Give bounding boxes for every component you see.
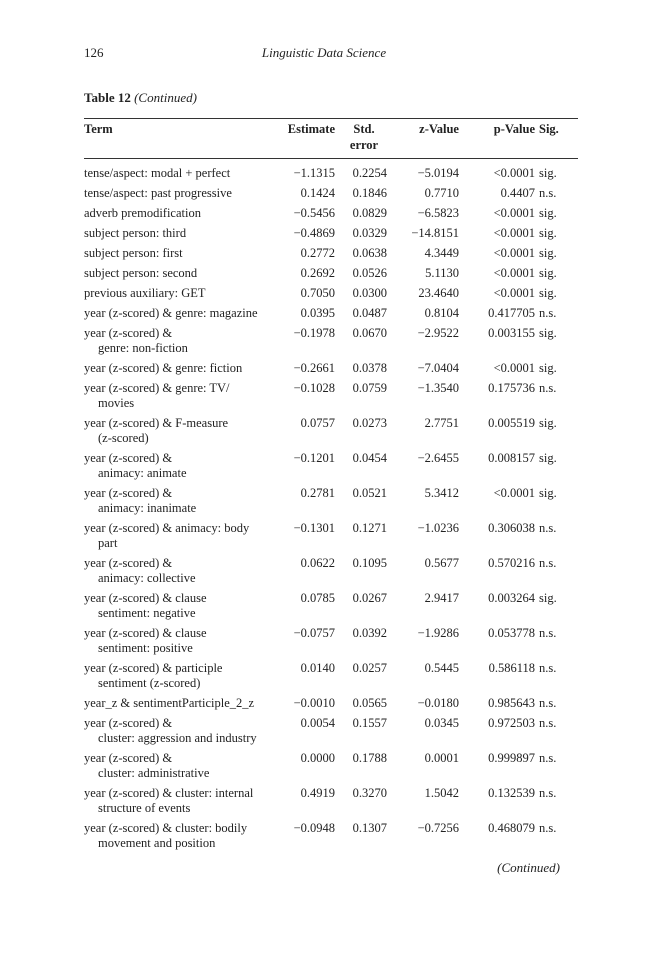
cell-p-value: 0.008157 [488, 451, 535, 465]
cell-term-line2: animacy: animate [98, 466, 187, 480]
cell-p-value: 0.417705 [488, 306, 535, 320]
col-header-sig: Sig. [539, 122, 559, 136]
cell-sig: sig. [539, 166, 557, 180]
cell-std-error: 0.0378 [352, 361, 387, 375]
cell-std-error: 0.0300 [352, 286, 387, 300]
cell-std-error: 0.3270 [352, 786, 387, 800]
cell-std-error: 0.0759 [352, 381, 387, 395]
cell-std-error: 0.0329 [352, 226, 387, 240]
table-row [84, 556, 582, 591]
cell-term [84, 166, 280, 186]
table-row [84, 286, 582, 306]
cell-p-value: 0.003155 [488, 326, 535, 340]
cell-term [84, 821, 280, 856]
cell-estimate: −0.2661 [293, 361, 335, 375]
table-caption-note: (Continued) [134, 90, 197, 105]
cell-std-error: 0.2254 [352, 166, 387, 180]
cell-p-value: 0.053778 [488, 626, 535, 640]
cell-sig: n.s. [539, 556, 557, 570]
cell-std-error: 0.0521 [352, 486, 387, 500]
cell-term-line1: subject person: third [84, 226, 187, 240]
cell-estimate: −0.5456 [293, 206, 335, 220]
cell-sig: n.s. [539, 821, 557, 835]
cell-estimate: 0.0622 [300, 556, 335, 570]
cell-term-line2: cluster: administrative [98, 766, 210, 780]
table-row [84, 186, 582, 206]
cell-estimate: −0.1201 [293, 451, 335, 465]
cell-estimate: 0.0000 [300, 751, 335, 765]
cell-std-error: 0.1788 [352, 751, 387, 765]
cell-term-line2: genre: non-fiction [98, 341, 188, 355]
cell-estimate: −0.1978 [293, 326, 335, 340]
cell-z-value: −1.9286 [417, 626, 459, 640]
cell-z-value: −0.7256 [417, 821, 459, 835]
cell-estimate: 0.0785 [300, 591, 335, 605]
cell-term-line2: structure of events [98, 801, 191, 815]
cell-term [84, 716, 280, 751]
table-spacer [84, 158, 582, 166]
cell-p-value: <0.0001 [493, 286, 535, 300]
cell-sig: n.s. [539, 716, 557, 730]
table-body [84, 158, 582, 856]
cell-p-value: <0.0001 [493, 361, 535, 375]
cell-term [84, 246, 280, 266]
cell-sig: n.s. [539, 751, 557, 765]
cell-z-value: 1.5042 [424, 786, 459, 800]
cell-estimate: −1.1315 [293, 166, 335, 180]
table-row [84, 166, 582, 186]
cell-std-error: 0.1271 [352, 521, 387, 535]
cell-z-value: 0.5445 [424, 661, 459, 675]
cell-p-value: <0.0001 [493, 226, 535, 240]
cell-term-line1: subject person: second [84, 266, 198, 280]
table-row [84, 361, 582, 381]
cell-sig: sig. [539, 286, 557, 300]
cell-p-value: 0.999897 [488, 751, 535, 765]
cell-sig: sig. [539, 361, 557, 375]
cell-sig: sig. [539, 246, 557, 260]
cell-term-line1: year (z-scored) & [84, 451, 173, 465]
cell-z-value: −1.0236 [417, 521, 459, 535]
cell-std-error: 0.1557 [352, 716, 387, 730]
cell-std-error: 0.0526 [352, 266, 387, 280]
cell-std-error: 0.0487 [352, 306, 387, 320]
table-header-row [84, 121, 582, 158]
cell-estimate: 0.2692 [300, 266, 335, 280]
table-caption [84, 90, 197, 106]
cell-sig: sig. [539, 486, 557, 500]
col-header-z-value: z-Value [419, 122, 459, 136]
cell-term-line1: subject person: first [84, 246, 183, 260]
cell-term [84, 486, 280, 521]
cell-sig: n.s. [539, 696, 557, 710]
cell-std-error: 0.0670 [352, 326, 387, 340]
cell-term-line1: year (z-scored) & genre: magazine [84, 306, 258, 320]
cell-sig: n.s. [539, 381, 557, 395]
cell-term-line2: part [98, 536, 118, 550]
cell-z-value: −1.3540 [417, 381, 459, 395]
cell-z-value: 2.9417 [424, 591, 459, 605]
cell-z-value: 5.3412 [424, 486, 459, 500]
cell-estimate: 0.2772 [300, 246, 335, 260]
table-top-rule [84, 118, 578, 119]
cell-estimate: 0.0054 [300, 716, 335, 730]
col-header-std-error [335, 121, 393, 158]
cell-sig: sig. [539, 266, 557, 280]
page-header [84, 45, 564, 63]
page-number: 126 [84, 45, 104, 60]
table-row [84, 451, 582, 486]
table-row [84, 206, 582, 226]
cell-term-line1: year (z-scored) & cluster: internal [84, 786, 254, 800]
cell-std-error: 0.0392 [352, 626, 387, 640]
cell-z-value: −6.5823 [417, 206, 459, 220]
cell-sig: sig. [539, 416, 557, 430]
table-row [84, 226, 582, 246]
cell-p-value: 0.972503 [488, 716, 535, 730]
cell-z-value: 23.4640 [418, 286, 459, 300]
cell-term-line1: year (z-scored) & F-measure [84, 416, 229, 430]
cell-term-line2: cluster: aggression and industry [98, 731, 257, 745]
cell-term [84, 206, 280, 226]
cell-term [84, 521, 280, 556]
cell-term-line1: adverb premodification [84, 206, 201, 220]
cell-term-line2: animacy: collective [98, 571, 196, 585]
cell-z-value: −14.8151 [411, 226, 459, 240]
cell-p-value: <0.0001 [493, 266, 535, 280]
cell-sig: n.s. [539, 661, 557, 675]
cell-estimate: 0.1424 [300, 186, 335, 200]
table-row [84, 486, 582, 521]
cell-z-value: 5.1130 [425, 266, 459, 280]
cell-std-error: 0.0257 [352, 661, 387, 675]
cell-std-error: 0.0454 [352, 451, 387, 465]
cell-term-line2: movement and position [98, 836, 216, 850]
cell-std-error: 0.0638 [352, 246, 387, 260]
cell-p-value: <0.0001 [493, 206, 535, 220]
col-header-std-error-line1: Std. [353, 122, 375, 136]
cell-term-line1: year (z-scored) & animacy: body [84, 521, 250, 535]
cell-p-value: 0.003264 [488, 591, 535, 605]
cell-term-line1: year (z-scored) & [84, 556, 173, 570]
cell-term-line2: movies [98, 396, 135, 410]
cell-p-value: 0.306038 [488, 521, 535, 535]
cell-term [84, 326, 280, 361]
cell-estimate: −0.1301 [293, 521, 335, 535]
cell-term [84, 286, 280, 306]
cell-term-line1: previous auxiliary: GET [84, 286, 206, 300]
cell-term-line1: year (z-scored) & [84, 751, 173, 765]
cell-sig: n.s. [539, 186, 557, 200]
cell-sig: sig. [539, 326, 557, 340]
table-row [84, 661, 582, 696]
cell-std-error: 0.0565 [352, 696, 387, 710]
cell-term-line1: year (z-scored) & clause [84, 626, 207, 640]
cell-sig: n.s. [539, 626, 557, 640]
cell-term-line1: year (z-scored) & cluster: bodily [84, 821, 248, 835]
cell-sig: n.s. [539, 786, 557, 800]
cell-term [84, 416, 280, 451]
col-header-p-value: p-Value [493, 122, 535, 136]
cell-estimate: 0.2781 [300, 486, 335, 500]
cell-std-error: 0.0273 [352, 416, 387, 430]
cell-z-value: 0.8104 [424, 306, 459, 320]
cell-term-line2: sentiment (z-scored) [98, 676, 201, 690]
cell-term [84, 751, 280, 786]
cell-term [84, 306, 280, 326]
table-row [84, 821, 582, 856]
cell-std-error: 0.0829 [352, 206, 387, 220]
cell-term-line1: tense/aspect: modal + perfect [84, 166, 231, 180]
cell-term-line2: animacy: inanimate [98, 501, 197, 515]
cell-sig: sig. [539, 226, 557, 240]
cell-z-value: 0.0345 [424, 716, 459, 730]
table-row [84, 326, 582, 361]
table-row [84, 306, 582, 326]
cell-estimate: 0.0140 [300, 661, 335, 675]
table-row [84, 246, 582, 266]
cell-sig: n.s. [539, 306, 557, 320]
cell-term [84, 186, 280, 206]
cell-p-value: 0.4407 [500, 186, 535, 200]
table-row [84, 416, 582, 451]
cell-term [84, 451, 280, 486]
cell-term [84, 591, 280, 626]
cell-z-value: 0.5677 [424, 556, 459, 570]
cell-z-value: −7.0404 [417, 361, 459, 375]
cell-estimate: −0.0948 [293, 821, 335, 835]
cell-p-value: 0.132539 [488, 786, 535, 800]
cell-estimate: −0.0010 [293, 696, 335, 710]
cell-z-value: 0.0001 [424, 751, 459, 765]
cell-p-value: 0.175736 [488, 381, 535, 395]
cell-term-line1: tense/aspect: past progressive [84, 186, 232, 200]
table-row [84, 381, 582, 416]
cell-std-error: 0.1846 [352, 186, 387, 200]
cell-term-line1: year (z-scored) & [84, 486, 173, 500]
table-row [84, 521, 582, 556]
cell-z-value: −0.0180 [417, 696, 459, 710]
cell-term [84, 786, 280, 821]
cell-term [84, 361, 280, 381]
table-row [84, 696, 582, 716]
cell-term-line2: sentiment: positive [98, 641, 193, 655]
continued-note: (Continued) [497, 860, 560, 875]
cell-std-error: 0.1307 [352, 821, 387, 835]
table-row [84, 626, 582, 661]
cell-term [84, 556, 280, 591]
cell-term-line2: (z-scored) [98, 431, 149, 445]
cell-term-line1: year (z-scored) & [84, 326, 173, 340]
cell-estimate: −0.0757 [293, 626, 335, 640]
cell-z-value: −2.9522 [417, 326, 459, 340]
cell-sig: sig. [539, 451, 557, 465]
cell-p-value: 0.570216 [488, 556, 535, 570]
cell-p-value: 0.985643 [488, 696, 535, 710]
col-header-std-error-line2: error [349, 138, 379, 152]
cell-estimate: −0.1028 [293, 381, 335, 395]
cell-term-line1: year (z-scored) & genre: fiction [84, 361, 243, 375]
cell-sig: sig. [539, 206, 557, 220]
cell-estimate: 0.7050 [300, 286, 335, 300]
cell-z-value: −5.0194 [417, 166, 459, 180]
cell-p-value: <0.0001 [493, 166, 535, 180]
table-row [84, 716, 582, 751]
regression-table [84, 121, 582, 856]
cell-sig: sig. [539, 591, 557, 605]
cell-term [84, 661, 280, 696]
cell-term [84, 226, 280, 246]
cell-estimate: −0.4869 [293, 226, 335, 240]
table-row [84, 591, 582, 626]
table-row [84, 751, 582, 786]
cell-p-value: 0.586118 [488, 661, 535, 675]
cell-std-error: 0.0267 [352, 591, 387, 605]
table-label: Table 12 [84, 90, 131, 105]
cell-z-value: 0.7710 [424, 186, 459, 200]
cell-term-line1: year (z-scored) & clause [84, 591, 207, 605]
cell-term [84, 381, 280, 416]
cell-term-line1: year (z-scored) & [84, 716, 173, 730]
cell-term [84, 266, 280, 286]
cell-std-error: 0.1095 [352, 556, 387, 570]
cell-z-value: 4.3449 [424, 246, 459, 260]
col-header-term: Term [84, 122, 113, 136]
cell-estimate: 0.0395 [300, 306, 335, 320]
cell-p-value: <0.0001 [493, 486, 535, 500]
table-row [84, 266, 582, 286]
table-row [84, 786, 582, 821]
cell-z-value: 2.7751 [424, 416, 459, 430]
cell-term [84, 696, 280, 716]
cell-term-line1: year_z & sentimentParticiple_2_z [84, 696, 255, 710]
col-header-estimate: Estimate [287, 122, 335, 136]
cell-term [84, 626, 280, 661]
cell-p-value: 0.005519 [488, 416, 535, 430]
cell-term-line1: year (z-scored) & participle [84, 661, 223, 675]
cell-sig: n.s. [539, 521, 557, 535]
cell-p-value: 0.468079 [488, 821, 535, 835]
cell-estimate: 0.0757 [300, 416, 335, 430]
cell-p-value: <0.0001 [493, 246, 535, 260]
cell-z-value: −2.6455 [417, 451, 459, 465]
running-title: Linguistic Data Science [261, 45, 387, 60]
cell-term-line2: sentiment: negative [98, 606, 196, 620]
cell-estimate: 0.4919 [300, 786, 335, 800]
cell-term-line1: year (z-scored) & genre: TV/ [84, 381, 230, 395]
